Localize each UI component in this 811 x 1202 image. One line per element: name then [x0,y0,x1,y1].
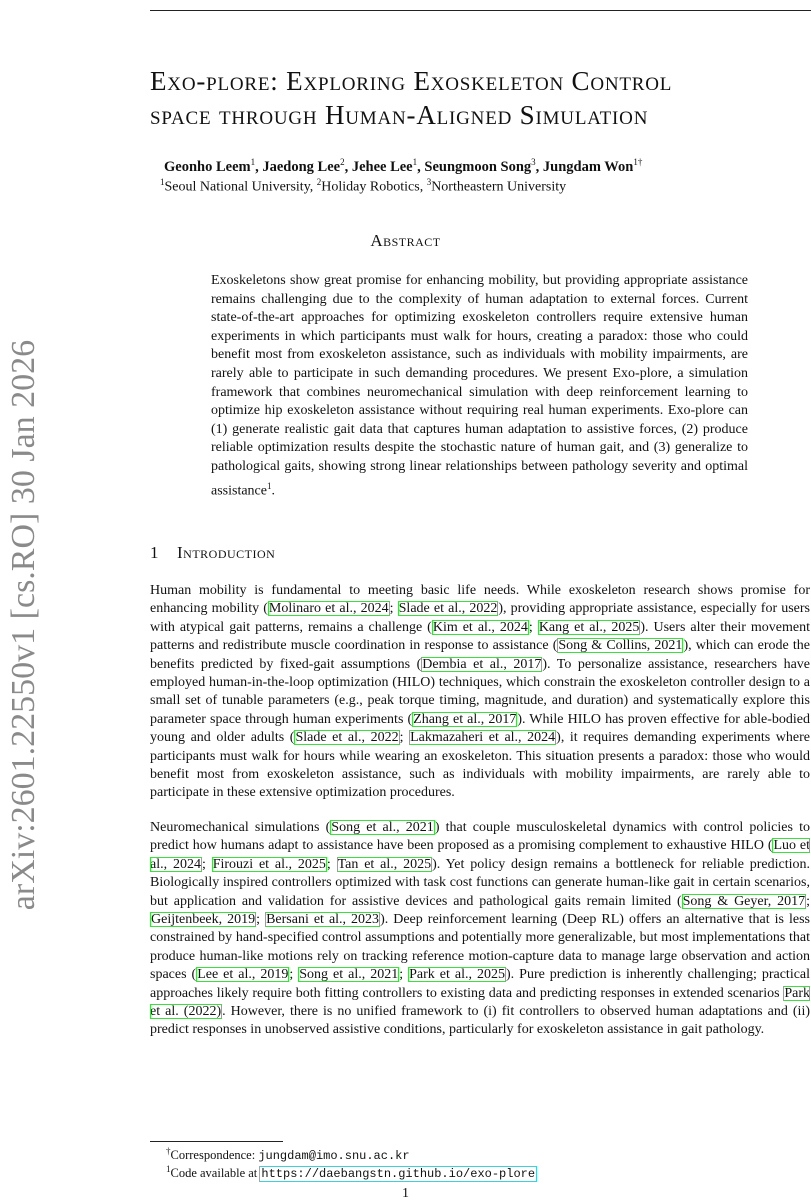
paragraph-text: ), it requires demanding experiments where participants must walk for hours while wearing an exoskeleton. This situation presents a paradox: those who would benefit most from exoskeleton assistance, such as individuals with mobility impairments, are rarely able to participate in these extensive optimization procedures. [150,730,811,801]
citation-link[interactable]: Song et al., 2021 [331,820,434,835]
arxiv-watermark [4,305,44,945]
citation-link[interactable]: Firouzi et al., 2025 [212,856,326,872]
affiliation-mark: 2 [316,177,322,187]
author-name: Seungmoon Song [424,158,532,175]
paragraph-text: ). Yet policy design remains a bottleneck for reliable prediction. Biologically inspired controllers optimized with task cost functions can generate human-like gait in certain scenarios, but application and validation for assistive devices and pathological gaits remain limited ( [150,856,811,909]
paragraph-text: Human mobility is fundamental to meeting basic life needs. While exoskeleton research shows promise for enhancing mobility ( [150,583,810,617]
top-rule [150,10,811,11]
citation-link[interactable]: Song et al., 2021 [299,967,399,983]
abstract-body [211,272,748,501]
citation-link[interactable]: Song & Geyer, 2017 [682,893,806,909]
citation-link[interactable]: Molinaro et al., 2024 [268,601,389,617]
paragraph-text: ) that couple musculoskeletal dynamics with control policies to predict how humans adapt to assistance have been proposed as a promising complement to exhaustive HILO ( [150,820,810,854]
paragraph-text: ). Deep reinforcement learning (Deep RL) offers an alternative that is less constrained by hand-specified control assumptions and potentially more generalizable, but most implementations that produce human-like motions rely on tracking reference motion-capture data to manage large observation and action spaces ( [150,912,810,983]
citation-link[interactable]: Zhang et al., 2017 [413,711,517,727]
paragraph-text: ; [806,893,810,909]
section-number: 1 [150,543,159,562]
footnote-mark-dagger: † [166,1146,171,1156]
affiliation-list: $^1$Seoul National University, $^2$Holiday Robotics, $^3$Northeastern University [160,177,567,195]
section-title: Introduction [177,543,276,562]
footnote-label: Correspondence: [170,1148,259,1163]
page-number: 1 [402,1186,409,1201]
author-list: Geonho Leem$^1$, Jaedong Lee$^2$, Jehee Lee$^1$, Seungmoon Song$^3$, Jungdam Won$^{1\dagger}$ [164,157,643,175]
abstract-footnote-mark[interactable]: 1 [266,480,272,491]
abstract-text: Exoskeletons show great promise for enhancing mobility, but providing appropriate assistance remains challenging due to the complexity of human adaptation to external forces. Current state-of-the-art approaches for optimizing exoskeleton controllers require extensive human experiments in which participants must walk for hours, creating a paradox: those who could benefit most from exoskeleton assistance, such as individuals with mobility impairments, are rarely able to participate in such demanding procedures. We present Exo-plore, a simulation framework that combines neuromechanical simulation with deep reinforcement learning to optimize hip exoskeleton assistance without requiring real human experiments. Exo-plore can (1) generate realistic gait data that captures human adaptation to assistive forces, (2) produce reliable optimization results despite the stochastic nature of human gait, and (3) generalize to pathological gaits, showing strong linear relationships between pathology severity and optimal assistance [211,273,748,499]
citation-link[interactable]: Slade et al., 2022 [398,601,498,617]
author-affiliation-mark: 1† [633,157,643,167]
correspondence-email[interactable]: jungdam@imo.snu.ac.kr [258,1149,410,1164]
title-line-1: Exo-plore: Exploring Exoskeleton Control [150,66,673,96]
citation-link[interactable]: Bersani et al., 2023 [266,912,380,928]
author-affiliation-mark: 2 [340,157,345,167]
citation-link[interactable]: Kang et al., 2025 [538,619,640,635]
citation-link[interactable]: Lakmazaheri et al., 2024 [410,730,556,746]
citation-link[interactable]: Lee et al., 2019 [197,967,289,983]
intro-paragraph-1 [150,582,810,803]
author-affiliation-mark: 1 [250,157,256,167]
author-name: Jaedong Lee [262,158,341,175]
footnote-correspondence [166,1146,410,1163]
paragraph-text: ; [326,856,337,872]
arxiv-id-text: arXiv:2601.22550v1 [cs.RO] 30 Jan 2026 [5,339,42,911]
author-affiliation-mark: 3 [531,157,536,167]
affiliation-mark: 3 [426,177,432,187]
paragraph-text: Neuromechanical simulations ( [150,820,331,835]
author-name: Geonho Leem [164,158,251,175]
citation-link[interactable]: Park et al., 2025 [409,967,505,983]
citation-link[interactable]: Dembia et al., 2017 [422,656,542,672]
citation-link[interactable]: Slade et al., 2022 [295,730,399,746]
affiliation-name: Northeastern University [431,179,567,195]
citation-link[interactable]: Geijtenbeek, 2019 [151,912,256,928]
code-url-link[interactable]: https://daebangstn.github.io/exo-plore [261,1167,536,1182]
footnote-label: Code available at [170,1166,261,1181]
citation-link[interactable]: Song & Collins, 2021 [558,638,683,654]
author-affiliation-mark: 1 [412,157,418,167]
abstract-end: . [271,483,275,499]
paragraph-text: . However, there is no unified framework to (i) fit controllers to observed human adaptations and (ii) predict responses in unobserved assistive conditions, particularly for exoskeleton assistance in gait pathology. [150,1004,810,1038]
citation-link[interactable]: Luo et al., 2024 [150,838,811,872]
paragraph-text: ), providing appropriate assistance, especially for users with atypical gait patterns, remains a challenge ( [150,601,811,635]
affiliation-mark: 1 [160,177,165,187]
section-heading [150,543,275,563]
title-line-2: space through Human-Aligned Simulation [150,100,649,130]
author-name: Jungdam Won [542,158,634,175]
paragraph-text: ; [399,730,410,746]
paragraph-text: ). Pure prediction is inherently challenging; practical approaches likely require both fitting controllers to existing data and predicting responses in extended scenarios [150,967,811,1001]
paragraph-text: ). Users alter their movement patterns and redistribute muscle coordination in response to assistance ( [150,619,810,654]
intro-paragraph-2 [150,819,810,1040]
abstract-heading: Abstract [370,231,441,250]
paragraph-text: ; [256,912,266,928]
paragraph-text: ; [399,967,409,983]
paragraph-text: ; [389,601,398,617]
paper-title [150,64,811,132]
affiliation-name: Seoul National University [164,179,310,195]
paragraph-text: ). To personalize assistance, researchers have employed human-in-the-loop optimization (HILO) techniques, which constrain the exoskeleton controller design to a small set of tunable parameters (e.g., peak torque timing, magnitude, and duration) and systematically explore this parameter space through human experiments ( [150,656,810,727]
author-name: Jehee Lee [351,158,413,175]
footnote-code [166,1164,536,1181]
footnote-rule [150,1141,283,1142]
footnote-mark-1: 1 [166,1164,171,1174]
paragraph-text: ; [201,856,212,872]
citation-link[interactable]: Kim et al., 2024 [432,619,528,635]
affiliation-name: Holiday Robotics [321,179,420,195]
paragraph-text: ; [289,967,299,983]
paragraph-text: ). While HILO has proven effective for able-bodied young and older adults ( [150,711,811,746]
citation-link[interactable]: Tan et al., 2025 [337,856,432,872]
paragraph-text: ), which can erode the benefits predicted by fixed-gait assumptions ( [150,638,810,672]
citation-link[interactable]: Park et al. (2022) [150,985,810,1020]
paragraph-text: ; [528,619,538,635]
